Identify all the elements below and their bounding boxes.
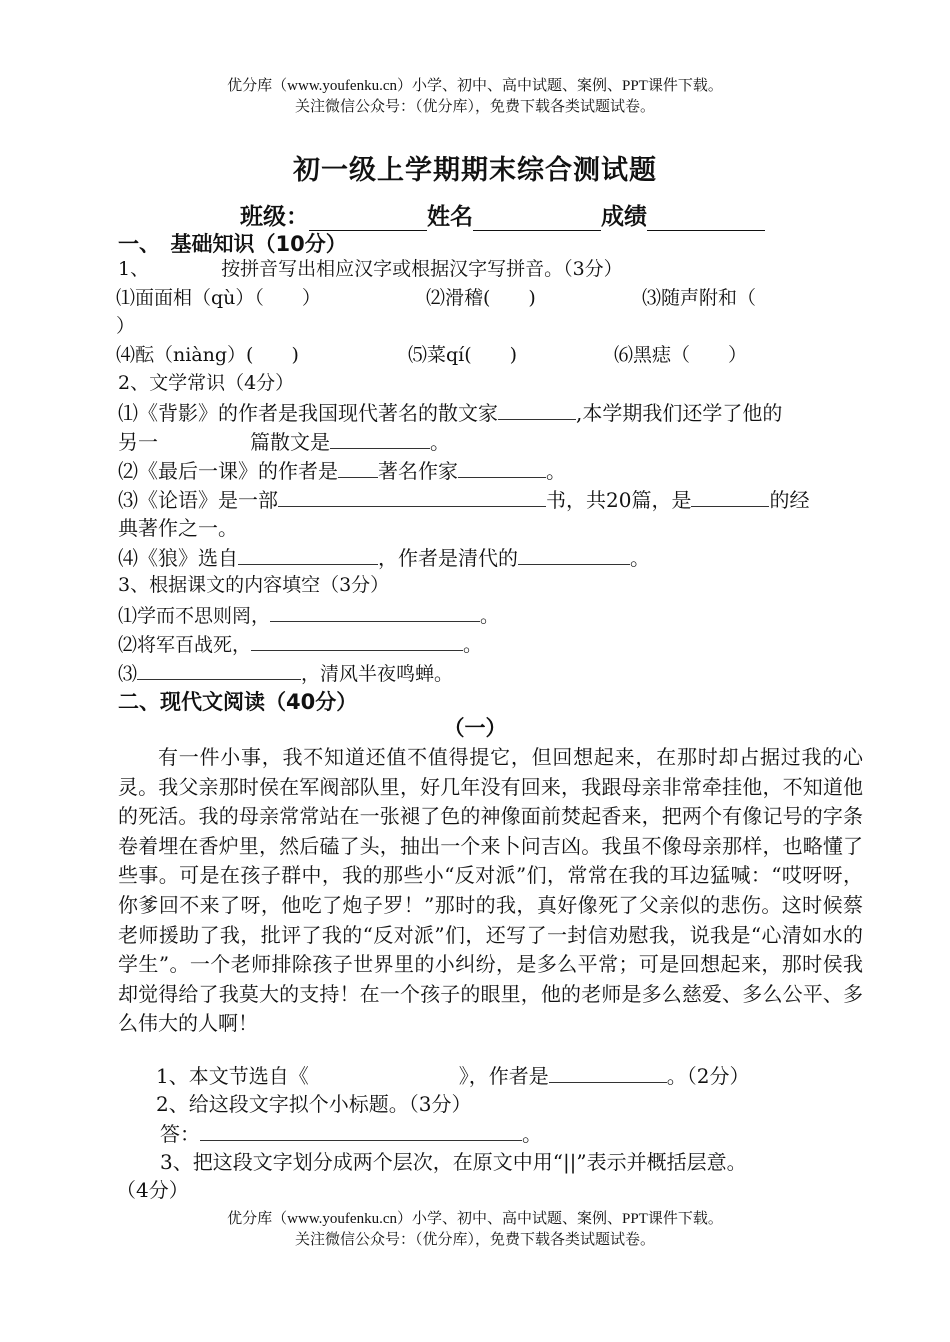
score-blank bbox=[647, 208, 765, 231]
blank bbox=[278, 487, 546, 507]
q2-line-3 bbox=[118, 458, 566, 483]
q3-title: 3、根据课文的内容填空（3分） bbox=[118, 574, 390, 596]
q1-item-5: ⑸菜qí( ) bbox=[408, 344, 518, 366]
reading-q1 bbox=[156, 1063, 749, 1088]
q2-l6-text-c: 。 bbox=[630, 546, 650, 570]
q2-l4-text-c: 的经 bbox=[769, 488, 810, 512]
blank bbox=[238, 545, 378, 565]
q2-l2-text-a: 另一 bbox=[118, 430, 158, 454]
name-label: 姓名 bbox=[427, 204, 473, 230]
q2-l2-text-c: 。 bbox=[430, 430, 450, 454]
blank bbox=[549, 1063, 667, 1083]
header-line-2: 关注微信公众号：（优分库），免费下载各类试题试卷。 bbox=[294, 99, 655, 115]
reading-q3-cont: （4分） bbox=[116, 1178, 189, 1202]
q1-item-3-cont: ） bbox=[116, 315, 136, 337]
reading-q1-text-a: 1、本文节选自《 bbox=[156, 1064, 309, 1088]
student-info-line bbox=[240, 198, 765, 231]
q2-l4-text-a: ⑶《论语》是一部 bbox=[118, 488, 278, 512]
answer-label: 答： bbox=[160, 1122, 200, 1146]
q3-line-1 bbox=[118, 602, 499, 628]
blank bbox=[330, 429, 430, 449]
q1-item-2: ⑵滑稽( ) bbox=[426, 287, 536, 309]
blank bbox=[137, 660, 301, 680]
q3-l2-text-b: 。 bbox=[463, 634, 483, 656]
q2-l6-text-a: ⑷《狼》选自 bbox=[118, 546, 238, 570]
q2-l3-text-a: ⑵《最后一课》的作者是 bbox=[118, 459, 338, 483]
q1-title bbox=[118, 257, 623, 281]
q3-l2-text-a: ⑵将军百战死， bbox=[118, 634, 252, 656]
score-label: 成绩 bbox=[601, 204, 647, 230]
reading-q3: 3、把这段文字划分成两个层次，在原文中用“||”表示并概括层意。 bbox=[160, 1150, 747, 1174]
passage-subtitle: （一） bbox=[443, 716, 507, 740]
answer-blank bbox=[200, 1121, 522, 1141]
q1-text: 按拼音写出相应汉字或根据汉字写拼音。（3分） bbox=[221, 258, 623, 280]
q1-item-3: ⑶随声附和（ bbox=[642, 287, 757, 309]
q3-line-3 bbox=[118, 660, 453, 686]
q2-l1-text-a: ⑴《背影》的作者是我国现代著名的散文家 bbox=[118, 401, 498, 425]
q2-l2-text-b: 篇散文是 bbox=[250, 430, 330, 454]
q2-l6-text-b: ，作者是清代的 bbox=[378, 546, 518, 570]
blank bbox=[518, 545, 630, 565]
q1-item-1: ⑴面面相（qù）（ ） bbox=[116, 287, 321, 309]
q2-line-2 bbox=[118, 429, 450, 454]
blank bbox=[691, 487, 769, 507]
blank bbox=[251, 631, 463, 651]
q2-line-4 bbox=[118, 487, 809, 512]
footer-line-2: 关注微信公众号：（优分库），免费下载各类试题试卷。 bbox=[294, 1232, 655, 1248]
section-1-heading: 一、 基础知识（10分） bbox=[118, 232, 347, 256]
reading-passage: 有一件小事，我不知道还值不值得提它，但回想起来，在那时却占据过我的心灵。我父亲那时侯在军阀部队里，好几年没有回来，我跟母亲非常牵挂他，不知道他的死活。我的母亲常常站在一张褪了色的神像面前焚起香来，把两个有像记号的字条卷着埋在香炉里，然后磕了头，抽出一个来卜问吉凶。我虽不像母亲那样，也略懂了些事。可是在孩子群中，我的那些小“反对派”们，常常在我的耳边猛喊：“哎呀呀，你爹回不来了呀，他吃了炮子罗！”那时的我，真好像死了父亲似的悲伤。这时候蔡老师援助了我，批评了我的“反对派”们，还写了一封信劝慰我，说我是“心清如水的学生”。一个老师排除孩子世界里的小纠纷，是多么平常；可是回想起来，那时侯我却觉得给了我莫大的支持！在一个孩子的眼里，他的老师是多么慈爱、多么公平、多么伟大的人啊！ bbox=[118, 745, 863, 1036]
page-title: 初一级上学期期末综合测试题 bbox=[293, 155, 657, 186]
q2-title: 2、文学常识（4分） bbox=[118, 372, 295, 394]
q3-l3-text-a: ⑶ bbox=[118, 663, 138, 685]
q1-number: 1、 bbox=[118, 258, 150, 280]
footer-line-1: 优分库（www.youfenku.cn）小学、初中、高中试题、案例、PPT课件下载。 bbox=[227, 1211, 723, 1227]
class-label: 班级： bbox=[240, 204, 309, 230]
q2-line-5: 典著作之一。 bbox=[118, 516, 238, 540]
blank bbox=[498, 400, 576, 420]
q2-line-1 bbox=[118, 400, 782, 425]
q2-l3-text-b: 著名作家 bbox=[378, 459, 458, 483]
blank bbox=[270, 602, 480, 622]
answer-end: 。 bbox=[522, 1122, 542, 1146]
blank bbox=[338, 458, 378, 478]
reading-q2: 2、给这段文字拟个小标题。（3分） bbox=[156, 1092, 472, 1116]
name-blank bbox=[473, 208, 601, 231]
blank bbox=[458, 458, 546, 478]
q1-item-6: ⑹黑痣（ ） bbox=[614, 344, 748, 366]
reading-q2-answer bbox=[160, 1121, 542, 1146]
q1-item-4: ⑷酝（niàng）( ) bbox=[116, 344, 299, 366]
q2-l4-text-b: 书，共20篇，是 bbox=[546, 488, 692, 512]
q3-l1-text-a: ⑴学而不思则罔， bbox=[118, 605, 271, 627]
q3-l1-text-b: 。 bbox=[480, 605, 500, 627]
header-line-1: 优分库（www.youfenku.cn）小学、初中、高中试题、案例、PPT课件下载。 bbox=[227, 78, 723, 94]
q2-line-6 bbox=[118, 545, 650, 570]
reading-q1-text-c: 。（2分） bbox=[666, 1064, 750, 1088]
q3-l3-text-b: ，清风半夜鸣蝉。 bbox=[301, 663, 454, 685]
page-footer bbox=[0, 1209, 950, 1251]
q2-l1-text-b: ,本学期我们还学了他的 bbox=[576, 401, 783, 425]
reading-q1-text-b: 》，作者是 bbox=[458, 1064, 549, 1088]
page-header bbox=[0, 76, 950, 118]
q2-l3-text-c: 。 bbox=[546, 459, 566, 483]
section-2-heading: 二、现代文阅读（40分） bbox=[118, 690, 358, 714]
q3-line-2 bbox=[118, 631, 482, 657]
